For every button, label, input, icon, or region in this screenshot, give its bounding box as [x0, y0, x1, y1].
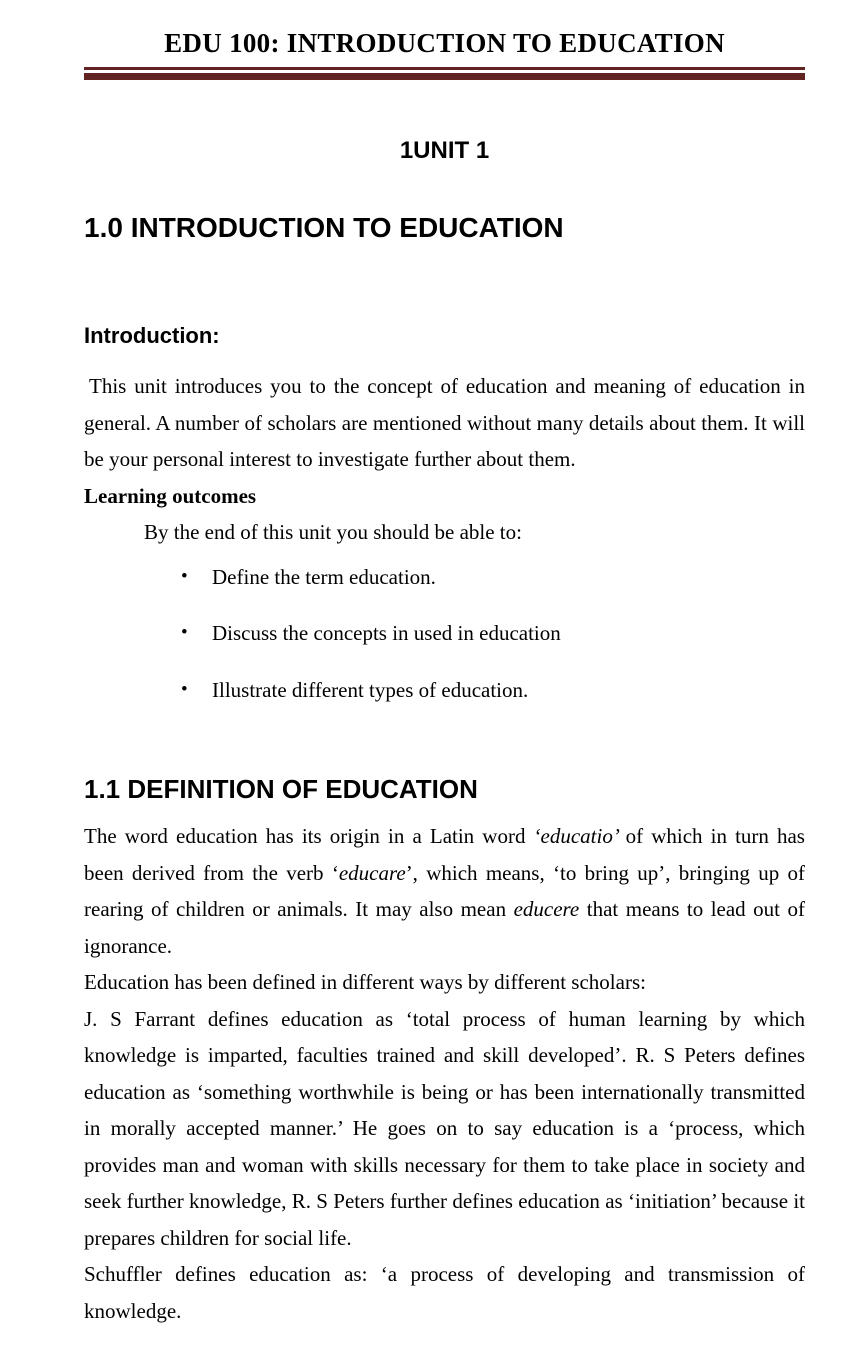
list-item [84, 672, 805, 709]
page-header [84, 28, 805, 80]
origin-text-part: The word education has its origin in a Latin word [84, 824, 534, 848]
latin-term-educere: educere [513, 897, 580, 921]
latin-term-educare: educare [338, 860, 406, 885]
farrant-peters-paragraph: J. S Farrant defines education as ‘total process of human learning by which knowledge is imparted, faculties trained and skill developed’. R. S Peters defines education as ‘something worthwhile is being or has been internationally transmitted in morally accepted manner.’ He goes on to say education is a ‘process, which provides man and woman with skills necessary for them to take place in society and seek further knowledge, R. S Peters further defines education as ‘initiation’ because it prepares children for social life. [84, 1006, 805, 1250]
schuffler-paragraph: Schuffler defines education as: ‘a process of developing and transmission of knowledge. [84, 1262, 805, 1323]
list-item-text: Illustrate different types of education. [212, 677, 529, 702]
origin-text-part: of which in turn has been derived from the verb ‘ [84, 824, 805, 885]
definition-origin-paragraph [84, 818, 805, 964]
divider-thick-line [84, 73, 805, 80]
divider-thin-line [84, 67, 805, 70]
learning-outcomes-lead: By the end of this unit you should be able to: [144, 520, 522, 544]
bullet-icon: • [181, 622, 188, 643]
section-1-0-heading: 1.0 INTRODUCTION TO EDUCATION [84, 212, 564, 243]
bullet-icon: • [181, 678, 188, 700]
introduction-heading: Introduction: [84, 323, 220, 348]
origin-text-part: that means to lead out of ignorance. [84, 897, 805, 958]
introduction-paragraph: This unit introduces you to the concept of education and meaning of education in general. A number of scholars are mentioned without many details about them. It will be your personal interest to investigate further about them. [84, 374, 805, 471]
learning-outcomes-heading: Learning outcomes [84, 483, 257, 508]
scholars-intro-line: Education has been defined in different ways by different scholars: [84, 970, 646, 994]
learning-outcomes-list [84, 559, 805, 709]
origin-text-part: ’, which means, ‘to bring up’, bringing up of rearing of children or animals. It may also mean [84, 860, 805, 921]
unit-heading: 1UNIT 1 [399, 137, 490, 164]
course-header-title: EDU 100: INTRODUCTION TO EDUCATION [164, 28, 725, 58]
bullet-icon: • [181, 565, 188, 587]
header-divider [84, 67, 805, 80]
section-1-1-heading: 1.1 DEFINITION OF EDUCATION [84, 774, 478, 804]
list-item-text: Discuss the concepts in used in education [212, 621, 561, 645]
list-item [84, 559, 805, 596]
latin-term-educatio: ‘educatio’ [533, 824, 626, 848]
list-item-text: Define the term education. [212, 564, 436, 589]
list-item [84, 615, 805, 652]
